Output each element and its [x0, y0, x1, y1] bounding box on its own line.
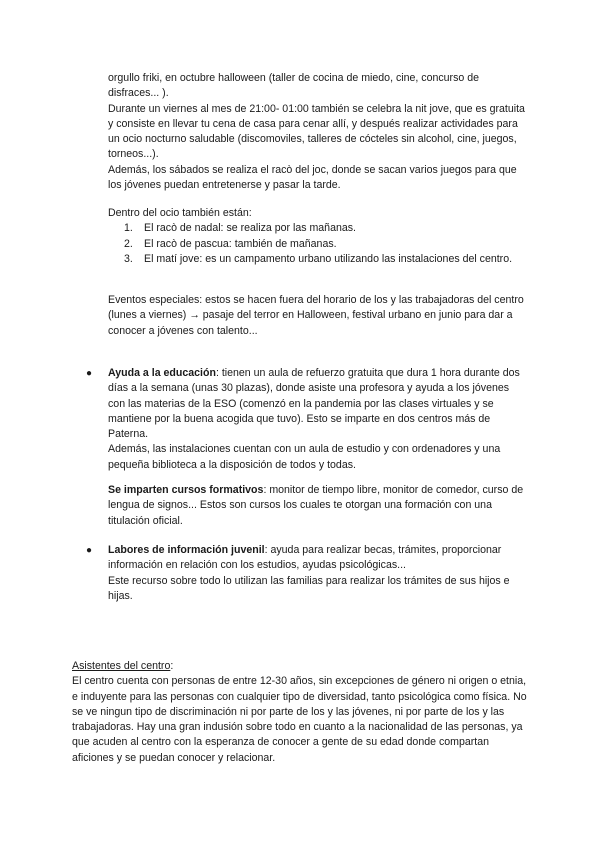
list-item-text: El matí jove: es un campamento urbano utilizando las instalaciones del centro. — [144, 252, 513, 265]
ocio-list — [108, 221, 528, 267]
eventos-paragraph: Eventos especiales: estos se hacen fuera del horario de los y las trabajadoras del centro (lunes a viernes) → pasaje del terror en Halloween, festival urbano en junio para dar a conocer a jóvenes con talento... — [108, 294, 524, 337]
cursos-section — [108, 483, 528, 529]
bullet-icon: ● — [86, 545, 93, 556]
intro-paragraph-3: Además, los sábados se realiza el racò del joc, donde se sacan varios juegos para que los jóvenes puedan entretenerse y pasar la tarde. — [108, 163, 517, 192]
cursos-paragraph — [108, 483, 528, 529]
list-item — [108, 237, 528, 252]
list-number: 2. — [124, 237, 133, 250]
list-item — [108, 221, 528, 236]
asistentes-heading: Asistentes del centro — [72, 660, 171, 672]
informacion-paragraph-2: Este recurso sobre todo lo utilizan las familias para realizar los trámites de sus hijos e hijas. — [108, 574, 510, 602]
eventos-section — [108, 293, 528, 339]
list-item — [108, 252, 528, 267]
intro-paragraph-2: Durante un viernes al mes de 21:00- 01:00 también se celebra la nit jove, que es gratuita y consiste en llevar tu cena de casa para cenar allí, y después realizar actividades para un ocio nocturno saludable (discomoviles, talleres de cócteles sin alcohol, cine, juegos, torneos...). — [108, 102, 525, 161]
asistentes-colon: : — [170, 660, 174, 672]
list-number: 1. — [124, 222, 133, 235]
intro-paragraph-1: orgullo friki, en octubre halloween (taller de cocina de miedo, cine, concurso de disfraces... ). — [108, 72, 479, 100]
list-item-text: El racò de pascua: también de mañanas. — [144, 237, 337, 250]
informacion-section — [108, 543, 528, 604]
informacion-text: : ayuda para realizar becas, trámites, proporcionar información en relación con los estudios, ayudas psicológicas... — [108, 544, 502, 572]
educacion-section — [108, 366, 528, 473]
cursos-title: Se imparten cursos formativos — [108, 484, 264, 496]
asistentes-heading-line — [72, 659, 532, 674]
cursos-text: : monitor de tiempo libre, monitor de comedor, curso de lengua de signos... Estos son cursos los cuales te otorgan una formación con una titulación oficial. — [108, 484, 524, 527]
list-item-text: El racò de nadal: se realiza por las mañanas. — [144, 222, 356, 235]
ocio-heading: Dentro del ocio también están: — [108, 207, 252, 219]
educacion-title: Ayuda a la educación — [108, 367, 216, 379]
informacion-paragraph — [108, 543, 528, 574]
bullet-icon: ● — [86, 368, 93, 379]
asistentes-section — [72, 659, 532, 766]
list-number: 3. — [124, 252, 133, 265]
informacion-title: Labores de información juvenil — [108, 544, 265, 556]
intro-section — [108, 71, 528, 193]
educacion-paragraph — [108, 366, 528, 442]
ocio-section — [108, 206, 528, 267]
asistentes-paragraph: El centro cuenta con personas de entre 12-30 años, sin excepciones de género ni origen o etnia, e induyente para las personas con cualquier tipo de diversidad, tanto psicológica como física. No se ve ningun tipo de discriminación ni por parte de los y las jóvenes, ni por parte de los y las trabajadoras. Hay una gran indusión sobre todo en cuanto a la nacionalidad de las personas, ya que acuden al centro con la esperanza de conocer a gente de su edad donde compartan aficiones y se puedan conocer y relacionar. — [72, 675, 527, 764]
educacion-text: : tienen un aula de refuerzo gratuita que dura 1 hora durante dos días a la semana (unas 30 plazas), donde asiste una profesora y ayuda a los jóvenes con las materias de la ESO (comenzó en la pandemia por las clases virtuales y se mantiene por la buena acogida que tuvo). Esto se imparte en dos centros más de Paterna. — [108, 367, 520, 441]
educacion-paragraph-2: Además, las instalaciones cuentan con un aula de estudio y con ordenadores y una pequeña biblioteca a la disposición de todos y todas. — [108, 443, 501, 471]
